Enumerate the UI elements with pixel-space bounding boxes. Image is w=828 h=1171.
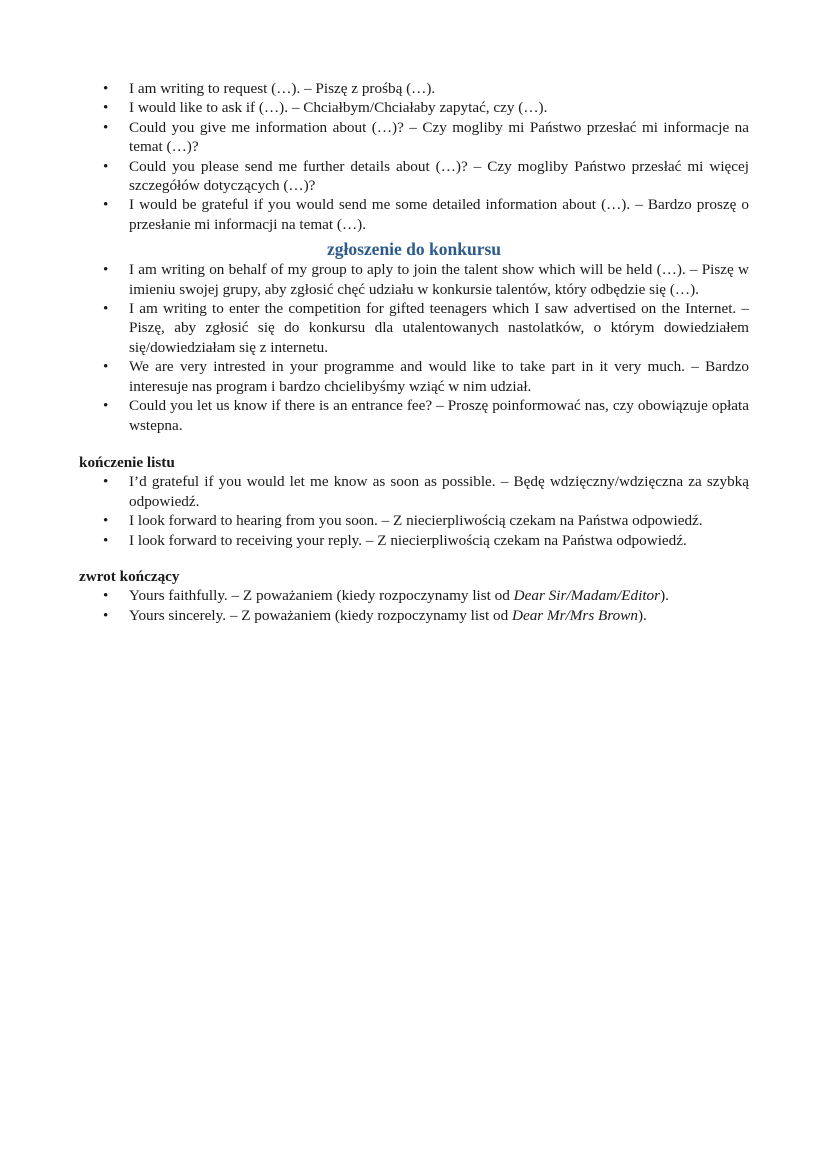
bullet: • [103,473,109,491]
bullet: • [103,358,109,376]
bullet: • [103,397,109,415]
list-item: • I am writing on behalf of my group to aply to join the talent show which will be held (…). – Piszę w imieniu swojej grupy, aby zgłosić chęć udziału w konkursie talentów, który odbędzie się (…). [103,261,749,298]
document-content [79,79,749,625]
list-item: • Could you give me information about (…)? – Czy mogliby mi Państwo przesłać mi informacje na temat (…)? [103,118,749,156]
list-item: • Yours sincerely. – Z poważaniem (kiedy rozpoczynamy list od Dear Mr/Mrs Brown). [103,606,647,624]
bullet: • [103,531,109,549]
spacer [79,435,749,453]
closing-list [79,586,749,625]
list-item: • Yours faithfully. – Z poważaniem (kiedy rozpoczynamy list od Dear Sir/Madam/Editor). [103,587,669,605]
list-item: • I look forward to receiving your reply. – Z niecierpliwością czekam na Państwa odpowiedź. [103,531,687,549]
competition-section-title: zgłoszenie do konkursu [326,239,502,260]
list-item: • I’d grateful if you would let me know as soon as possible. – Będę wdzięczny/wdzięczna za szybką odpowiedź. [103,473,749,510]
bullet: • [103,99,109,117]
spacer [79,550,749,567]
bullet: • [103,118,109,136]
list-item: • Could you let us know if there is an entrance fee? – Proszę poinformować nas, czy obowiązuje opłata wstepna. [103,397,749,434]
competition-list [79,260,749,435]
bullet: • [103,512,109,530]
list-item: • I am writing to enter the competition for gifted teenagers which I saw advertised on the Internet. – Piszę, aby zgłosić się do konkursu dla utalentowanych nastolatków, o którym dowiedziałem się/dowiedziałam się z internetu. [103,300,749,356]
bullet: • [103,587,109,605]
list-item: • Could you please send me further details about (…)? – Czy mogliby Państwo przesłać mi więcej szczegółów dotyczących (…)? [103,157,749,195]
bullet: • [103,196,109,214]
list-item: • I would be grateful if you would send me some detailed information about (…). – Bardzo proszę o przesłanie mi informacji na temat (…). [103,196,749,233]
bullet: • [103,157,109,175]
ending-list [79,472,749,550]
list-item: • I am writing to request (…). – Piszę z prośbą (…). [103,80,436,97]
bullet: • [103,300,109,318]
bullet: • [103,80,109,97]
bullet: • [103,261,109,279]
ending-heading: kończenie listu [79,453,175,471]
list-item: • I look forward to hearing from you soon. – Z niecierpliwością czekam na Państwa odpowiedź. [103,512,703,530]
request-phrases-list [79,79,749,234]
bullet: • [103,606,109,624]
closing-heading: zwrot kończący [79,567,180,585]
list-item: • We are very intrested in your programme and would like to take part in it very much. – Bardzo interesuje nas program i bardzo chcielibyśmy wziąć w nim udział. [103,358,749,395]
list-item: • I would like to ask if (…). – Chciałbym/Chciałaby zapytać, czy (…). [103,99,548,117]
